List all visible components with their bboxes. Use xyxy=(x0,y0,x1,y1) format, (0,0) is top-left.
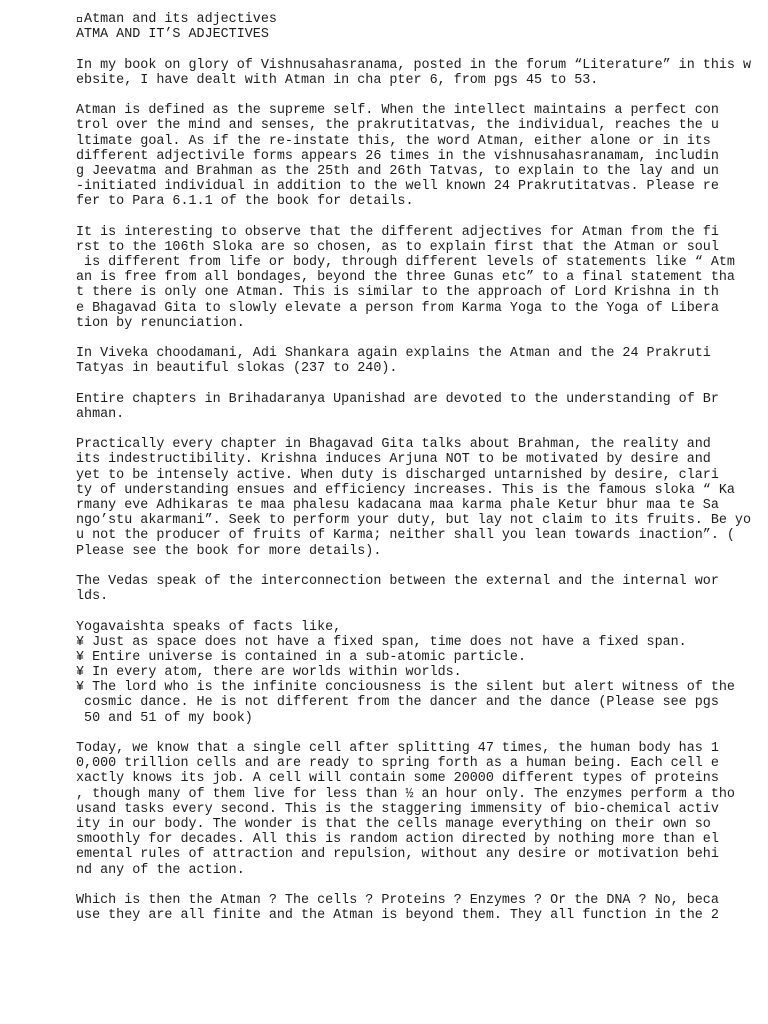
text-line: ¥ Entire universe is contained in a sub-atomic particle. xyxy=(76,649,526,665)
text-line: g Jeevatma and Brahman as the 25th and 26th Tatvas, to explain to the lay and un xyxy=(76,163,719,179)
document-paragraph xyxy=(76,437,751,559)
text-line: t there is only one Atman. This is similar to the approach of Lord Krishna in th xyxy=(76,285,719,301)
text-line: ahman. xyxy=(76,406,125,422)
text-line: Entire chapters in Brihadaranya Upanishad are devoted to the understanding of Br xyxy=(76,391,719,407)
text-line: In Viveka choodamani, Adi Shankara again explains the Atman and the 24 Prakruti xyxy=(76,346,711,362)
text-line: use they are all finite and the Atman is beyond them. They all function in the 2 xyxy=(76,908,719,924)
text-line: is different from life or body, through different levels of statements like “ Atm xyxy=(76,255,735,270)
text-line: Today, we know that a single cell after splitting 47 times, the human body has 1 xyxy=(76,741,719,756)
text-line: 0,000 trillion cells and are ready to spring forth as a human being. Each cell e xyxy=(76,756,719,772)
text-line: an is free from all bondages, beyond the three Gunas etc” to a final statement tha xyxy=(76,270,735,286)
text-line: It is interesting to observe that the different adjectives for Atman from the fi xyxy=(76,224,719,240)
document-title-block xyxy=(76,12,736,42)
text-line: In my book on glory of Vishnusahasranama, posted in the forum “Literature” in this w xyxy=(76,57,751,73)
text-line: fer to Para 6.1.1 of the book for details. xyxy=(76,194,414,210)
text-line: Yogavaishta speaks of facts like, xyxy=(76,619,342,635)
text-line: ATMA AND IT’S ADJECTIVES xyxy=(76,27,269,43)
document-paragraph xyxy=(76,103,736,209)
text-line: ebsite, I have dealt with Atman in cha pter 6, from pgs 45 to 53. xyxy=(76,72,599,88)
text-line: Practically every chapter in Bhagavad Gita talks about Brahman, the reality and xyxy=(76,437,711,453)
text-line: tion by renunciation. xyxy=(76,315,245,331)
text-line: smoothly for decades. All this is random action directed by nothing more than el xyxy=(76,832,719,848)
document-page xyxy=(76,12,751,938)
text-line: Please see the book for more details). xyxy=(76,543,382,559)
text-line: emental rules of attraction and repulsion, without any desire or motivation behi xyxy=(76,847,719,863)
text-line: , though many of them live for less than ½ an hour only. The enzymes perform a tho xyxy=(76,786,735,802)
text-line: The Vedas speak of the interconnection between the external and the internal wor xyxy=(76,573,719,589)
text-line: its indestructibility. Krishna induces Arjuna NOT to be motivated by desire and xyxy=(76,452,711,468)
text-line: Which is then the Atman ? The cells ? Proteins ? Enzymes ? Or the DNA ? No, beca xyxy=(76,892,719,908)
document-paragraph xyxy=(76,346,736,376)
text-line: Tatyas in beautiful slokas (237 to 240). xyxy=(76,361,398,377)
text-line: 50 and 51 of my book) xyxy=(76,710,253,726)
text-line: rst to the 106th Sloka are so chosen, as to explain first that the Atman or soul xyxy=(76,239,719,255)
text-line: ngo’stu akarmani”. Seek to perform your duty, but lay not claim to its fruits. Be yo xyxy=(76,513,751,529)
text-line: cosmic dance. He is not different from the dancer and the dance (Please see pgs xyxy=(76,695,719,711)
text-line: nd any of the action. xyxy=(76,862,245,878)
document-paragraph xyxy=(76,574,736,604)
text-line: ¥ In every atom, there are worlds within worlds. xyxy=(76,665,462,681)
text-line: ¥ Just as space does not have a fixed span, time does not have a fixed span. xyxy=(76,634,687,650)
text-line: u not the producer of fruits of Karma; neither shall you lean towards inaction”. ( xyxy=(76,528,735,544)
document-paragraph xyxy=(76,741,736,878)
document-paragraph xyxy=(76,620,736,726)
text-line: ty of understanding ensues and efficiency increases. This is the famous sloka “ Ka xyxy=(76,482,735,498)
text-line: ltimate goal. As if the re-instate this, the word Atman, either alone or in its xyxy=(76,133,711,149)
text-line: different adjectivile forms appears 26 times in the vishnusahasranamam, includin xyxy=(76,148,719,164)
text-line: ity in our body. The wonder is that the cells manage everything on their own so xyxy=(76,816,711,832)
document-paragraph xyxy=(76,225,736,331)
text-line: rmany eve Adhikaras te maa phalesu kadacana maa karma phale Ketur bhur maa te Sa xyxy=(76,498,719,513)
text-line: lds. xyxy=(76,589,109,605)
document-paragraph xyxy=(76,392,736,422)
text-line: Atman is defined as the supreme self. When the intellect maintains a perfect con xyxy=(76,103,719,119)
document-paragraph xyxy=(76,893,736,923)
text-line: trol over the mind and senses, the prakrutitatvas, the individual, reaches the u xyxy=(76,118,719,134)
text-line: xactly knows its job. A cell will contain some 20000 different types of proteins xyxy=(76,771,719,787)
text-line: yet to be intensely active. When duty is discharged untarnished by desire, clari xyxy=(76,467,719,483)
text-line: e Bhagavad Gita to slowly elevate a person from Karma Yoga to the Yoga of Libera xyxy=(76,300,719,316)
text-line: -initiated individual in addition to the well known 24 Prakrutitatvas. Please re xyxy=(76,179,719,195)
text-line:  Atman and its adjectives xyxy=(76,12,277,27)
text-line: ¥ The lord who is the infinite conciousness is the silent but alert witness of the xyxy=(76,680,735,696)
document-paragraph xyxy=(76,57,751,88)
text-line: usand tasks every second. This is the staggering immensity of bio-chemical activ xyxy=(76,801,719,817)
